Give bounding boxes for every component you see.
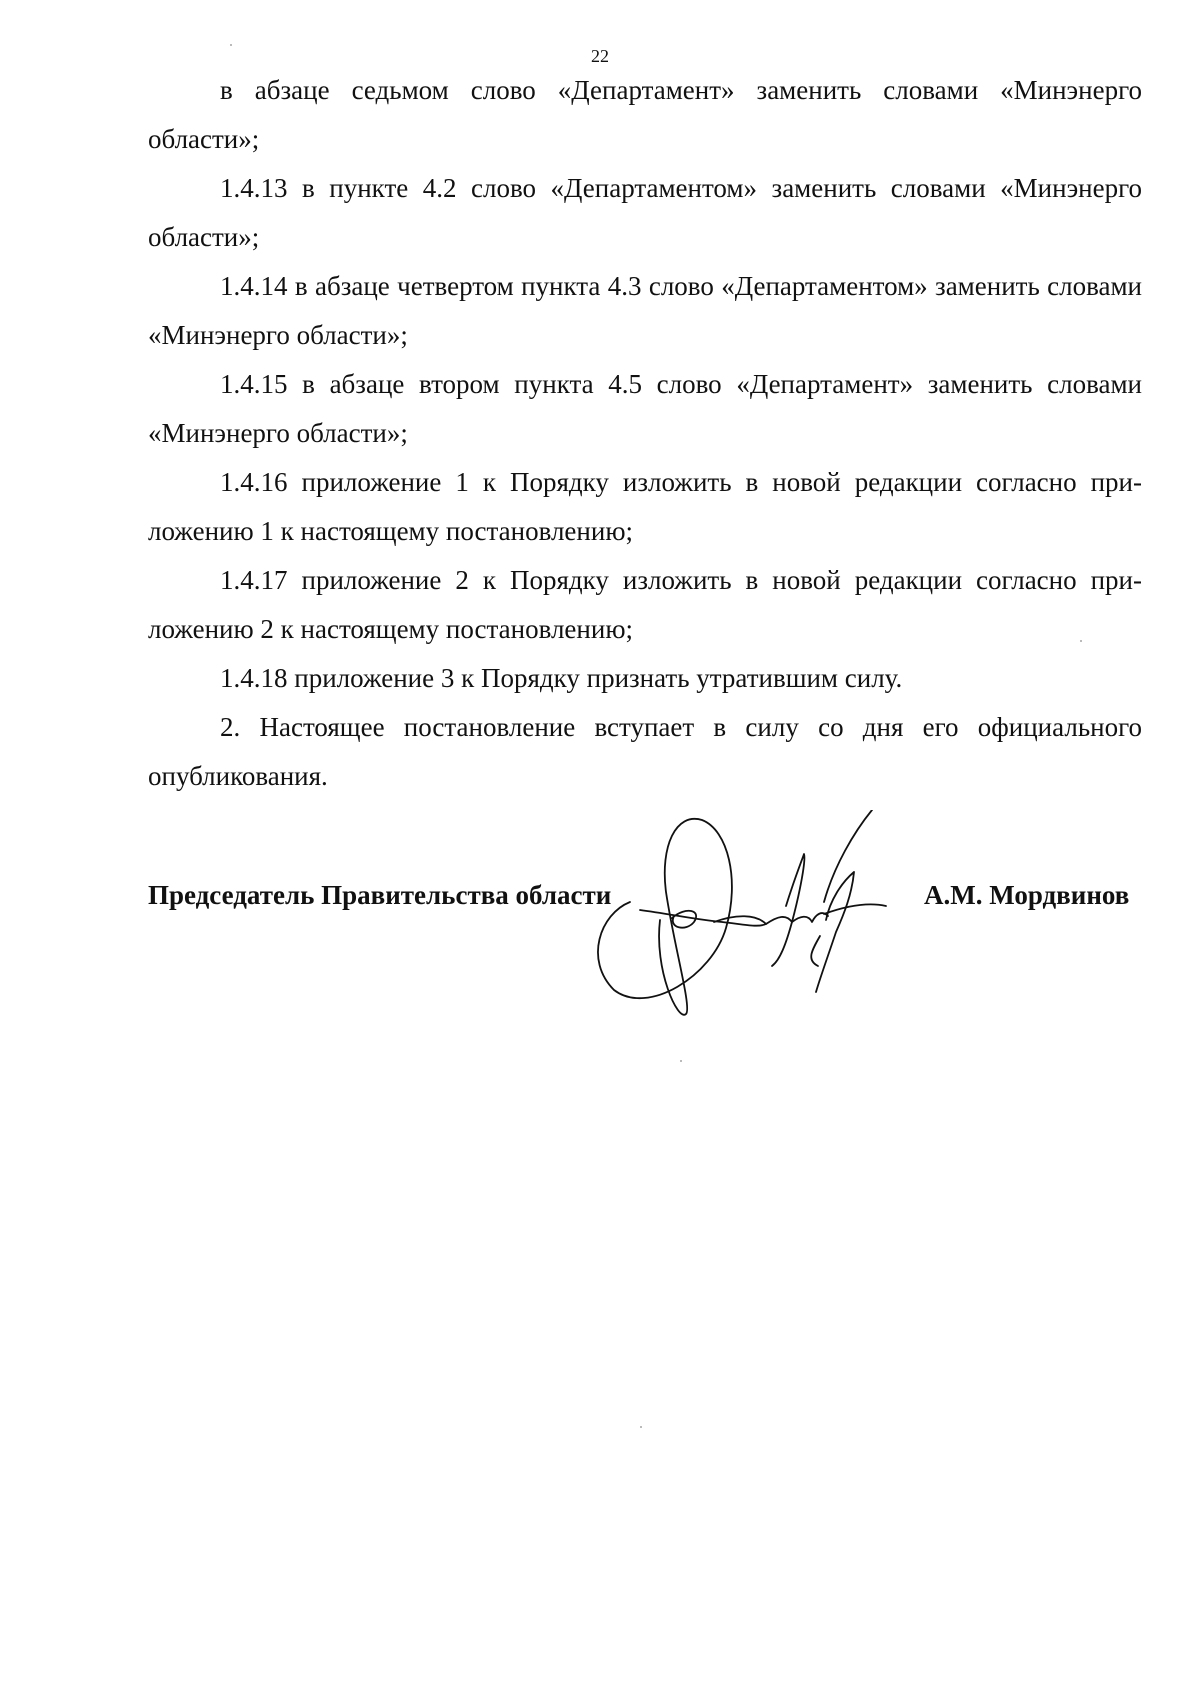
scan-speck	[230, 44, 232, 46]
paragraph-1-4-18: 1.4.18 приложение 3 к Порядку признать утратившим силу.	[220, 663, 903, 693]
paragraph-2: 2. Настоящее постановление вступает в силу со дня его официального опубликования.	[148, 712, 1142, 791]
paragraph-1-4-17: 1.4.17 приложение 2 к Порядку изложить в новой редакции согласно при-ложению 2 к настоящему постановлению;	[148, 565, 1142, 644]
paragraph-abzac-7: в абзаце седьмом слово «Департамент» заменить словами «Минэнерго области»;	[148, 75, 1142, 154]
scan-speck	[640, 1426, 642, 1428]
paragraph-1-4-13: 1.4.13 в пункте 4.2 слово «Департаментом» заменить словами «Минэнерго области»;	[148, 173, 1142, 252]
scan-speck	[1080, 640, 1082, 642]
document-body	[148, 66, 1142, 801]
signatory-title: Председатель Правительства области	[148, 880, 612, 910]
paragraph-1-4-14: 1.4.14 в абзаце четвертом пункта 4.3 слово «Департаментом» заменить словами «Минэнерго области»;	[148, 271, 1142, 350]
page-number: 22	[591, 46, 609, 66]
handwritten-signature	[590, 810, 950, 1020]
scan-speck	[680, 1060, 682, 1062]
paragraph-1-4-15: 1.4.15 в абзаце втором пункта 4.5 слово «Департамент» заменить словами «Минэнерго области»;	[148, 369, 1142, 448]
paragraph-1-4-16: 1.4.16 приложение 1 к Порядку изложить в новой редакции согласно при-ложению 1 к настоящему постановлению;	[148, 467, 1142, 546]
signatory-name: А.М. Мордвинов	[924, 880, 1130, 910]
